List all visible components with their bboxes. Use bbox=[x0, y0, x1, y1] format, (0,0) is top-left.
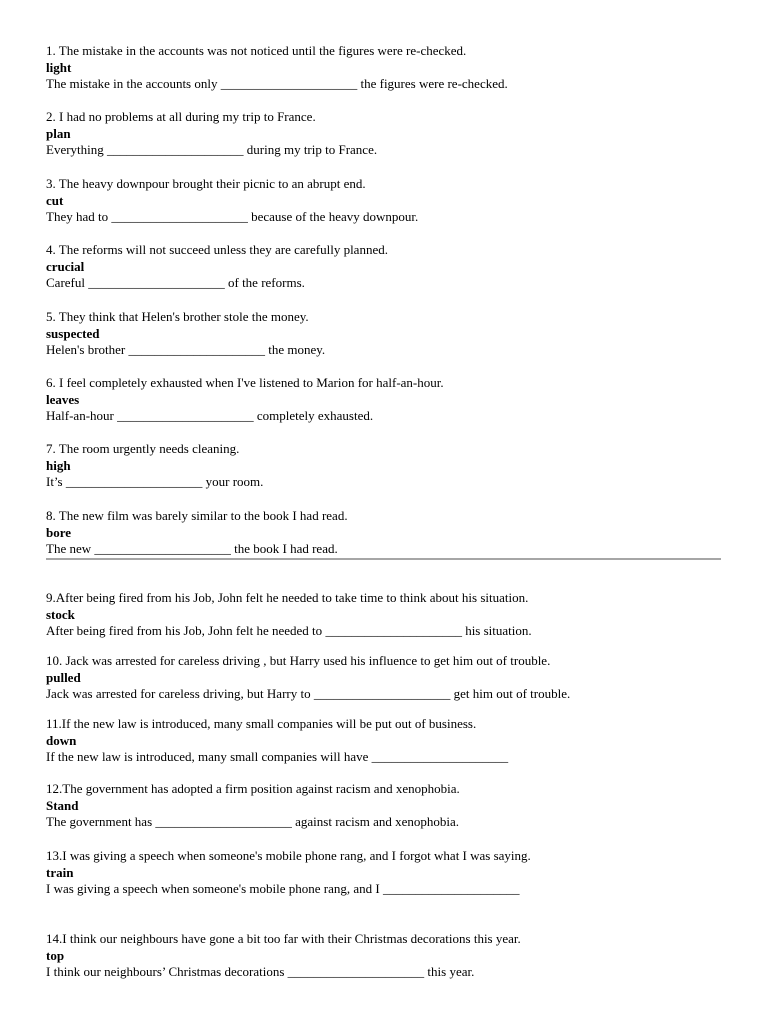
rewrite-line bbox=[46, 209, 746, 226]
answer-blank[interactable]: _____________________ bbox=[88, 275, 225, 290]
exercise-item-7 bbox=[46, 441, 746, 491]
keyword: plan bbox=[46, 125, 71, 141]
original-sentence: 1. The mistake in the accounts was not noticed until the figures were re-checked. bbox=[46, 43, 467, 58]
prompt-before: They had to bbox=[46, 209, 109, 224]
exercise-item-8 bbox=[46, 508, 746, 558]
rewrite-line bbox=[46, 541, 746, 558]
original-sentence: 8. The new film was barely similar to the book I had read. bbox=[46, 508, 348, 523]
keyword: pulled bbox=[46, 669, 81, 685]
keyword: top bbox=[46, 947, 65, 963]
rewrite-line bbox=[46, 623, 746, 640]
keyword: cut bbox=[46, 192, 64, 208]
rewrite-line bbox=[46, 749, 746, 766]
keyword: light bbox=[46, 59, 72, 75]
prompt-after: completely exhausted. bbox=[256, 408, 374, 423]
keyword: stock bbox=[46, 606, 75, 622]
prompt-after: because of the heavy downpour. bbox=[251, 209, 419, 224]
original-sentence: 10. Jack was arrested for careless driving , but Harry used his influence to get him out of trouble. bbox=[46, 653, 551, 668]
answer-blank[interactable]: _____________________ bbox=[383, 881, 520, 896]
exercise-item-4 bbox=[46, 242, 746, 292]
exercise-item-11 bbox=[46, 716, 746, 766]
exercise-item-3 bbox=[46, 176, 746, 226]
exercise-item-9 bbox=[46, 590, 746, 640]
keyword: suspected bbox=[46, 325, 100, 341]
original-sentence: 4. The reforms will not succeed unless they are carefully planned. bbox=[46, 242, 388, 257]
prompt-after: your room. bbox=[205, 474, 264, 489]
keyword: bore bbox=[46, 524, 72, 540]
original-sentence: 7. The room urgently needs cleaning. bbox=[46, 441, 240, 456]
original-sentence: 5. They think that Helen's brother stole the money. bbox=[46, 309, 309, 324]
answer-blank[interactable]: _____________________ bbox=[155, 814, 292, 829]
original-sentence: 12.The government has adopted a firm position against racism and xenophobia. bbox=[46, 781, 460, 796]
original-sentence: 3. The heavy downpour brought their picnic to an abrupt end. bbox=[46, 176, 366, 191]
keyword: Stand bbox=[46, 797, 79, 813]
keyword: train bbox=[46, 864, 74, 880]
prompt-before: Everything bbox=[46, 142, 104, 157]
answer-blank[interactable]: _____________________ bbox=[287, 964, 425, 979]
answer-blank[interactable]: _____________________ bbox=[65, 474, 203, 489]
answer-blank[interactable]: _____________________ bbox=[313, 686, 451, 701]
original-sentence: 2. I had no problems at all during my trip to France. bbox=[46, 109, 316, 124]
prompt-after: the money. bbox=[268, 342, 326, 357]
rewrite-line bbox=[46, 474, 746, 491]
exercise-item-13 bbox=[46, 848, 746, 898]
prompt-after: during my trip to France. bbox=[246, 142, 378, 157]
original-sentence: 13.I was giving a speech when someone's mobile phone rang, and I forgot what I was saying. bbox=[46, 848, 531, 863]
rewrite-line bbox=[46, 76, 746, 93]
prompt-before: If the new law is introduced, many small companies will have bbox=[46, 749, 369, 764]
exercise-item-5 bbox=[46, 309, 746, 359]
keyword: leaves bbox=[46, 391, 80, 407]
prompt-before: The new bbox=[46, 541, 92, 556]
answer-blank[interactable]: _____________________ bbox=[117, 408, 254, 423]
keyword: high bbox=[46, 457, 71, 473]
exercise-item-2 bbox=[46, 109, 746, 159]
prompt-after: his situation. bbox=[465, 623, 532, 638]
rewrite-line bbox=[46, 342, 746, 359]
rewrite-line bbox=[46, 408, 746, 425]
original-sentence: 11.If the new law is introduced, many small companies will be put out of business. bbox=[46, 716, 477, 731]
answer-blank[interactable]: _____________________ bbox=[107, 142, 244, 157]
prompt-after: against racism and xenophobia. bbox=[295, 814, 460, 829]
prompt-before: I was giving a speech when someone's mobile phone rang, and I bbox=[46, 881, 380, 896]
prompt-before: It’s bbox=[46, 474, 63, 489]
prompt-before: Careful bbox=[46, 275, 85, 290]
answer-blank[interactable]: _____________________ bbox=[111, 209, 248, 224]
rewrite-line bbox=[46, 142, 746, 159]
prompt-after: of the reforms. bbox=[227, 275, 305, 290]
page-break-divider bbox=[46, 558, 721, 560]
prompt-before: Jack was arrested for careless driving, but Harry to bbox=[46, 686, 311, 701]
prompt-before: Half-an-hour bbox=[46, 408, 114, 423]
prompt-before: Helen's brother bbox=[46, 342, 126, 357]
rewrite-line bbox=[46, 275, 746, 292]
keyword: down bbox=[46, 732, 77, 748]
prompt-after: the book I had read. bbox=[234, 541, 338, 556]
exercise-item-10 bbox=[46, 653, 746, 703]
answer-blank[interactable]: _____________________ bbox=[94, 541, 231, 556]
keyword: crucial bbox=[46, 258, 85, 274]
answer-blank[interactable]: _____________________ bbox=[220, 76, 358, 91]
exercise-item-1 bbox=[46, 43, 746, 93]
rewrite-line bbox=[46, 964, 746, 981]
prompt-after: get him out of trouble. bbox=[453, 686, 571, 701]
rewrite-line bbox=[46, 881, 746, 898]
answer-blank[interactable]: _____________________ bbox=[325, 623, 462, 638]
exercise-item-6 bbox=[46, 375, 746, 425]
original-sentence: 6. I feel completely exhausted when I've listened to Marion for half-an-hour. bbox=[46, 375, 444, 390]
original-sentence: 9.After being fired from his Job, John felt he needed to take time to think about his situation. bbox=[46, 590, 529, 605]
original-sentence: 14.I think our neighbours have gone a bit too far with their Christmas decorations this year. bbox=[46, 931, 521, 946]
answer-blank[interactable]: _____________________ bbox=[371, 749, 509, 764]
rewrite-line bbox=[46, 686, 746, 703]
prompt-after: the figures were re-checked. bbox=[360, 76, 508, 91]
prompt-before: After being fired from his Job, John felt he needed to bbox=[46, 623, 323, 638]
rewrite-line bbox=[46, 814, 746, 831]
prompt-before: The government has bbox=[46, 814, 153, 829]
answer-blank[interactable]: _____________________ bbox=[128, 342, 265, 357]
exercise-item-12 bbox=[46, 781, 746, 831]
prompt-after: this year. bbox=[427, 964, 475, 979]
prompt-before: The mistake in the accounts only bbox=[46, 76, 218, 91]
prompt-before: I think our neighbours’ Christmas decorations bbox=[46, 964, 285, 979]
exercise-item-14 bbox=[46, 931, 746, 981]
